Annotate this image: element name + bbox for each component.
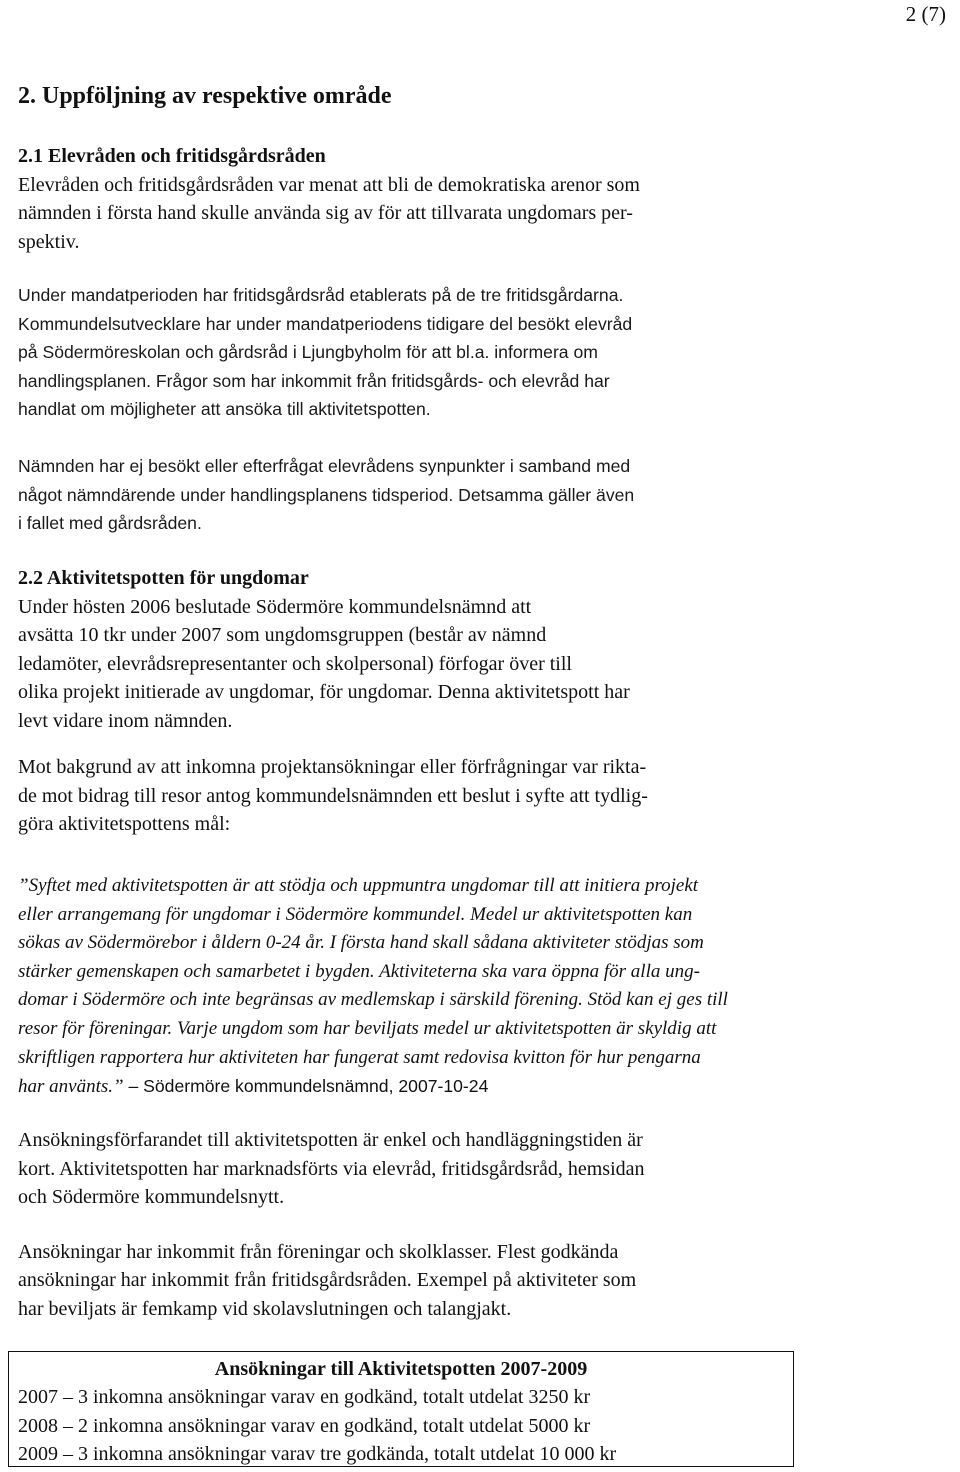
section-title: 2. Uppföljning av respektive område <box>18 83 392 109</box>
applications-summary-box <box>8 1351 794 1467</box>
summary-box-title: Ansökningar till Aktivitetspotten 2007-2009 <box>214 1358 588 1380</box>
section-2-1-body <box>18 281 953 538</box>
text-line: avsätta 10 tkr under 2007 som ungdomsgruppen (består av nämnd <box>18 624 547 646</box>
text-line: levt vidare inom nämnden. <box>18 709 233 732</box>
summary-row: 2009 – 3 inkomna ansökningar varav tre godkända, totalt utdelat 10 000 kr <box>18 1443 617 1465</box>
text-line: nämnden i första hand skulle använda sig av för att tillvarata ungdomars per- <box>18 202 633 224</box>
spacer <box>18 1212 953 1238</box>
text-line: har beviljats är femkamp vid skolavslutningen och talangjakt. <box>18 1297 512 1320</box>
quote-line: har använts.” <box>18 1076 124 1098</box>
text-line: ansökningar har inkommit från fritidsgårdsråden. Exempel på aktiviteter som <box>18 1269 637 1291</box>
text-line: olika projekt initierade av ungdomar, för ungdomar. Denna aktivitetspott har <box>18 681 630 703</box>
quote-line: ”Syftet med aktivitetspotten är att stödja och uppmuntra ungdomar till att initiera projekt <box>18 875 699 896</box>
quote-block <box>18 872 953 1102</box>
text-line: i fallet med gårdsråden. <box>18 513 202 533</box>
text-line: kort. Aktivitetspotten har marknadsförts via elevråd, fritidsgårdsråd, hemsidan <box>18 1157 645 1180</box>
section-2-2-body <box>18 1126 953 1323</box>
text-line: spektiv. <box>18 230 80 253</box>
page-number: 2 (7) <box>905 2 946 26</box>
text-line: Under hösten 2006 beslutade Södermöre kommundelsnämnd att <box>18 595 532 618</box>
text-line: något nämndärende under handlingsplanens tidsperiod. Detsamma gäller även <box>18 484 635 505</box>
quote-line: resor för föreningar. Varje ungdom som har beviljats medel ur aktivitetspotten är skyldig att <box>18 1017 717 1039</box>
text-line: göra aktivitetspottens mål: <box>18 813 231 835</box>
quote-line: stärker gemenskapen och samarbetet i bygden. Aktiviteterna ska vara öppna för alla ung- <box>18 960 700 982</box>
quote-last-line <box>18 1072 953 1102</box>
quote-source: – Södermöre kommundelsnämnd, 2007-10-24 <box>123 1076 489 1097</box>
text-line: Ansökningar har inkommit från föreningar och skolklasser. Flest godkända <box>18 1240 619 1263</box>
section-2-2 <box>18 564 953 839</box>
quote-line: sökas av Södermörebor i åldern 0-24 år. I första hand skall sådana aktiviteter stödjas som <box>18 932 704 954</box>
text-line: de mot bidrag till resor antog kommundelsnämnden ett beslut i syfte att tydlig- <box>18 784 648 807</box>
section-2-1-heading: 2.1 Elevråden och fritidsgårdsråden <box>18 145 326 167</box>
text-line: Kommundelsutvecklare har under mandatperiodens tidigare del besökt elevråd <box>18 313 633 334</box>
section-2-2-heading: 2.2 Aktivitetspotten för ungdomar <box>18 567 309 589</box>
text-line: ledamöter, elevrådsrepresentanter och skolpersonal) förfogar över till <box>18 652 572 675</box>
text-line: Under mandatperioden har fritidsgårdsråd etablerats på de tre fritidsgårdarna. <box>18 285 624 305</box>
text-line: Elevråden och fritidsgårdsråden var menat att bli de demokratiska arenor som <box>18 173 640 196</box>
text-line: Mot bakgrund av att inkomna projektansökningar eller förfrågningar var rikta- <box>18 756 647 778</box>
summary-row: 2008 – 2 inkomna ansökningar varav en godkänd, totalt utdelat 5000 kr <box>18 1414 591 1437</box>
text-line: och Södermöre kommundelsnytt. <box>18 1186 285 1208</box>
text-line: på Södermöreskolan och gårdsråd i Ljungbyholm för att bl.a. informera om <box>18 342 598 362</box>
quote-line: skriftligen rapportera hur aktiviteten har fungerat samt redovisa kvitton för hur pengarna <box>18 1046 701 1068</box>
quote-line: eller arrangemang för ungdomar i Södermöre kommundel. Medel ur aktivitetspotten kan <box>18 903 693 925</box>
spacer <box>18 735 953 753</box>
section-2-1 <box>18 142 953 256</box>
text-line: handlingsplanen. Frågor som har inkommit från fritidsgårds- och elevråd har <box>18 370 610 391</box>
quote-line: domar i Södermöre och inte begränsas av medlemskap i särskild förening. Stöd kan ej ges till <box>18 989 728 1011</box>
text-line: Nämnden har ej besökt eller efterfrågat elevrådens synpunkter i samband med <box>18 456 631 476</box>
spacer <box>18 424 953 453</box>
text-line: handlat om möjligheter att ansöka till aktivitetspotten. <box>18 399 431 419</box>
text-line: Ansökningsförfarandet till aktivitetspotten är enkel och handläggningstiden är <box>18 1129 643 1151</box>
summary-row: 2007 – 3 inkomna ansökningar varav en godkänd, totalt utdelat 3250 kr <box>18 1386 591 1408</box>
